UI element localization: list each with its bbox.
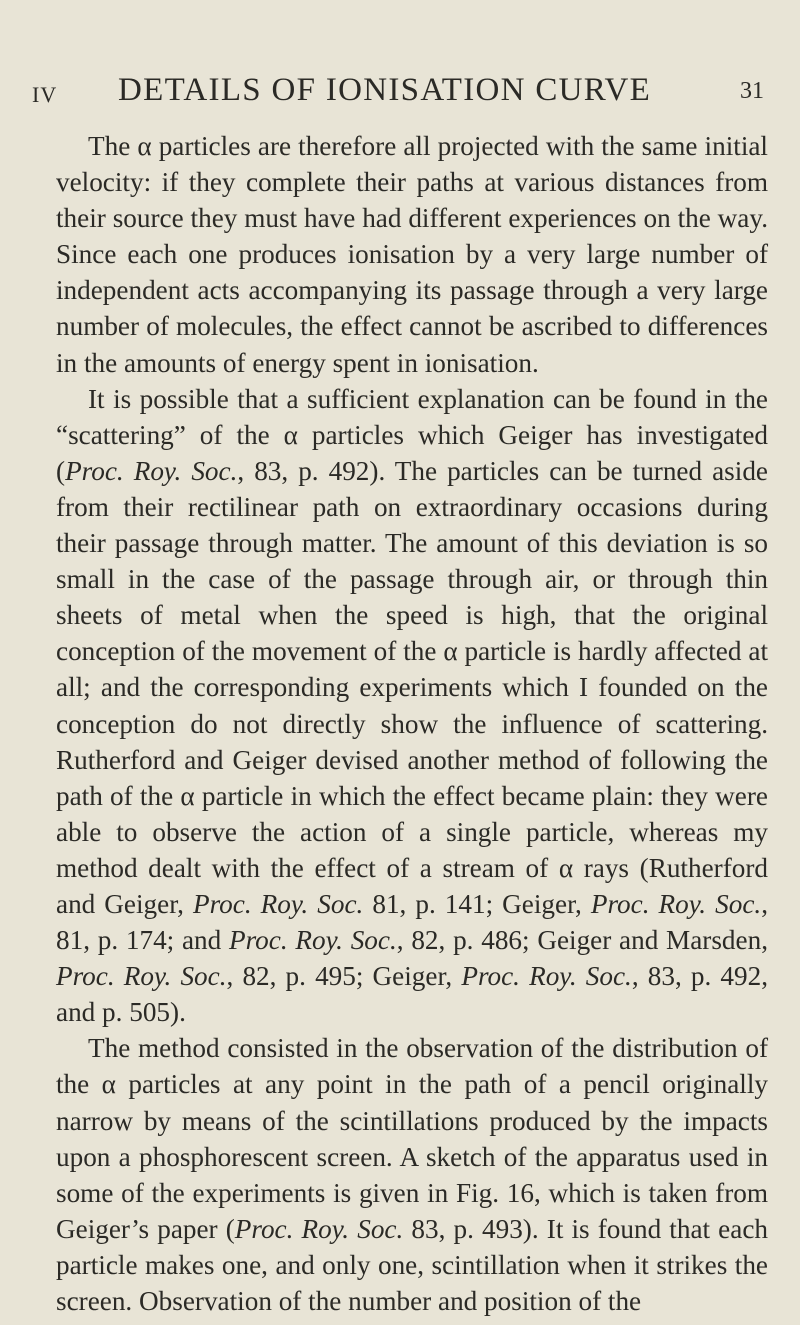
running-title: DETAILS OF IONISATION CURVE: [118, 72, 652, 108]
text-segment: It is possible that a sufficient explanation can be found in the “scattering” of the α particles which Geiger has investigated (: [56, 383, 768, 486]
citation-journal: Proc. Roy. Soc.: [56, 961, 227, 992]
citation-journal: Proc. Roy. Soc.: [193, 888, 364, 919]
text-segment: , 83, p. 492). The particles can be turned aside from their rectilinear path on extraordinary occasions during their passage through matter. The amount of this deviation is so small in the case of the passage through air, or through thin sheets of metal when the speed is high, that the original conception of the movement of the α particle is hardly affected at all; and the corresponding experiments which I founded on the conception do not directly show the influence of scattering. Rutherford and Geiger devised another method of following the path of the α particle in which the effect became plain: they were able to observe the action of a single particle, whereas my method dealt with the effect of a stream of α rays (Rutherford and Geiger,: [56, 455, 768, 919]
citation-journal: Proc. Roy. Soc.: [65, 455, 238, 486]
text-segment: , 81, p. 174; and: [56, 888, 768, 956]
paragraph-1: [56, 128, 768, 381]
citation-journal: Proc. Roy. Soc.: [461, 961, 632, 992]
citation-journal: Proc. Roy. Soc.: [234, 1213, 404, 1244]
paragraph-3: [56, 1030, 768, 1319]
citation-journal: Proc. Roy. Soc.: [229, 925, 397, 956]
text-segment: , 82, p. 495; Geiger,: [226, 961, 462, 992]
chapter-number: IV: [32, 82, 58, 107]
paragraph-2: [56, 381, 768, 1031]
body-text: [56, 128, 768, 1319]
running-header: [32, 72, 774, 112]
text-segment: 81, p. 141; Geiger,: [363, 888, 591, 919]
text-segment: , 83, p. 492, and p. 505).: [56, 961, 768, 1028]
text-segment: The method consisted in the observation of the distribution of the α particles at any point in the path of a pencil originally narrow by means of the scintillations produced by the impacts upon a phosphorescent screen. A sketch of the apparatus used in some of the experiments is given in Fig. 16, which is taken from Geiger’s paper (: [56, 1033, 768, 1244]
page-number: 31: [740, 78, 764, 104]
text-segment: 83, p. 493). It is found that each particle makes one, and only one, scintillation when it strikes the screen. Observation of the number and position of the: [56, 1213, 768, 1316]
text-segment: , 82, p. 486; Geiger and Marsden,: [396, 925, 768, 956]
text-segment: The α particles are therefore all projected with the same initial velocity: if they complete their paths at various distances from their source they must have had different experiences on the way. Since each one produces ionisation by a very large number of independent acts accompanying its passage through a very large number of molecules, the effect cannot be ascribed to differences in the amounts of energy spent in ionisation.: [56, 131, 768, 378]
citation-journal: Proc. Roy. Soc.: [590, 888, 762, 919]
